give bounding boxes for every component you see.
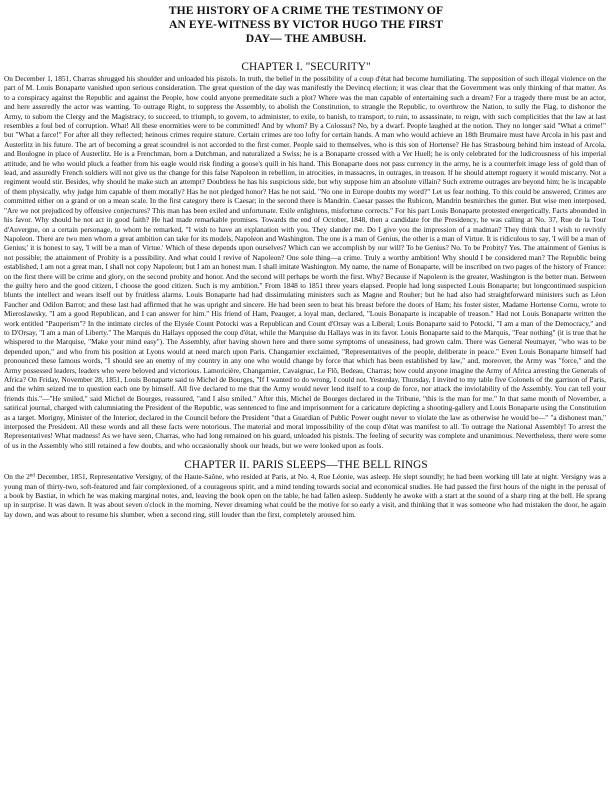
book-title-line: DAY— THE AMBUSH. xyxy=(245,32,367,45)
chapter-2-heading: CHAPTER II. PARIS SLEEPS—THE BELL RINGS xyxy=(184,459,428,472)
date-ordinal-superscript: nd xyxy=(29,473,35,479)
book-title-line: THE HISTORY OF A CRIME THE TESTIMONY OF xyxy=(168,4,444,17)
chapter-2-text-rest: December, 1851, Representative Versigny, of the Haute-Saône, who resided at Paris, at No. 4, Rue Léonie, was asleep. He slept soundly; he had been working till late at night. Versigny was a young man of thirty-two, soft-featured and fair complexioned, of a courageous spirit, and a mind tending towards social and economical studies. He had passed the first hours of the night in the perusal of a book by Bastiat, in which he was making marginal notes, and, leaving the book open on the table, he had fallen asleep. Suddenly he awoke with a start at the sound of a sharp ring at the bell. He sprang up in surprise. It was dawn. It was about seven o'clock in the morning. Never dreaming what could be the motive for so early a visit, and thinking that it was someone who had mistaken the door, he again lay down, and was about to resume his slumber, when a second ring, still louder than the first, completely aroused him. xyxy=(4,472,606,519)
chapter-1-heading: CHAPTER I. "SECURITY" xyxy=(241,61,371,73)
chapter-1-body: On December 1, 1851, Charras shrugged his shoulder and unloaded his pistols. In truth, the belief in the possibility of a coup d'état had become humiliating. The supposition of such illegal violence on the part of M. Louis Bonaparte vanished upon serious consideration. The great question of the day was manifestly the Devincq election; it was clear that the Government was only thinking of that matter. As to a conspiracy against the Republic and against the People, how could anyone premeditate such a plot? Where was the man capable of entertaining such a dream? For a tragedy there must be an actor, and here assuredly the actor was wanting. To outrage Right, to suppress the Assembly, to abolish the Constitution, to strangle the Republic, to overthrow the Nation, to sully the Flag, to dishonor the Army, to suborn the Clergy and the Magistracy, to succeed, to triumph, to govern, to administer, to exile, to banish, to transport, to ruin, to assassinate, to reign, with such complicities that the law at last resembles a foul bed of corruption. What! All these enormities were to be committed! And by whom? By a Colossus? No, by a dwarf. People laughed at the notion. They no longer said "What a crime!" but "What a farce!" For after all they reflected; heinous crimes require stature. Certain crimes are too lofty for certain hands. A man who would achieve an 18th Brumaire must have Arcola in his past and Austerlitz in his future. The art of becoming a great scoundrel is not accorded to the first comer. People said to themselves, who is this son of Hortense? He has Strasbourg behind him instead of Arcola, and Boulogne in place of Austerlitz. He is a Frenchman, born a Dutchman, and naturalized a Swiss; he is a Bonaparte crossed with a Ver Huell; he is only celebrated for the ludicrousness of his imperial attitude, and he who would pluck a feather from his eagle would risk finding a goose's quill in his hand. This Bonaparte does not pass currency in the army, he is a counterfeit image less of gold than of lead, and assuredly French soldiers will not give us the change for this false Napoleon in rebellion, in atrocities, in massacres, in outrages, in treason. If he should attempt roguery it would miscarry. Not a regiment would stir. Besides, why should he make such an attempt? Doubtless he has his suspicious side, but why suppose him an absolute villain? Such extreme outrages are beyond him; he is incapable of them physically, why judge him capable of them morally? Has he not pledged honor? Has he not said, "No one in Europe doubts my word?" Let us fear nothing. To this could be answered, Crimes are committed either on a grand or on a mean scale. In the first category there is Caesar; in the second there is Mandrin. Caesar passes the Rubicon, Mandrin besmirches the gutter. But wise men interposed, "Are we not prejudiced by offensive conjectures? This man has been exiled and unfortunate. Exile enlightens, misfortune corrects." For his part Louis Bonaparte protested energetically. Facts abounded in his favor. Why should he not act in good faith? He had made remarkable promises. Towards the end of October, 1848, then a candidate for the Presidency, he was calling at No. 37, Rue de la Tour d'Auvergne, on a certain personage, to whom he remarked, "I wish to have an explanation with you. They slander me. Do I give you the impression of a madman? They think that I wish to revivify Napoleon. There are two men whom a great ambition can take for its models, Napoleon and Washington. The one is a man of Genius, the other is a man of Virtue. It is ridiculous to say, 'I will be a man of Genius;' it is honest to say, 'I will be a man of Virtue.' Which of these depends upon ourselves? Which can we accomplish by our will? To be Genius? No. To be Probity? Yes. The attainment of Genius is not possible; the attainment of Probity is a possibility. And what could I revive of Napoleon? One sole thing—a crime. Truly a worthy ambition! Why should I be considered man? The Republic being established, I am not a great man, I shall not copy Napoleon; but I am an honest man. I shall imitate Washington. My name, the name of Bonaparte, will be inscribed on two pages of the history of France: on the first there will be crime and glory, on the second probity and honor. And the second will perhaps be worth the first. Why? Because if Napoleon is the greater, Washington is the better man. Between the guilty hero and the good citizen, I choose the good citizen. Such is my ambition." From 1848 to 1851 three years elapsed. People had long suspected Louis Bonaparte; but longcontinued suspicion blunts the intellect and wears itself out by fruitless alarms. Louis Bonaparte had had dissimulating ministers such as Magne and Rouher; but he had also had straightforward ministers such as Léon Faucher and Odilon Barrot; and these last had affirmed that he was upright and sincere. He had been seen to beat his breast before the doors of Ham; his foster sister, Madame Hortense Cornu, wrote to Mieroslawsky, "I am a good Republican, and I can answer for him." His friend of Ham, Peauger, a loyal man, declared, "Louis Bonaparte is incapable of treason." Had not Louis Bonaparte written the work entitled "Pauperism"? In the intimate circles of the Elysée Count Potocki was a Republican and Count d'Orsay was a Liberal; Louis Bonaparte said to Potocki, "I am a man of the Democracy," and to D'Orsay, "I am a man of Liberty." The Marquis du Hallays opposed the coup d'état, while the Marquise du Hallays was in its favor. Louis Bonaparte said to the Marquis, "Fear nothing" (it is true that he whispered to the Marquise, "Make your mind easy"). The Assembly, after having shown here and there some symptoms of uneasiness, had grown calm. There was General Neumayer, "who was to be depended upon," and who from his position at Lyons would at need march upon Paris. Changarnier exclaimed, "Representatives of the people, deliberate in peace." Even Louis Bonaparte himself had pronounced these famous words, "I should see an enemy of my country in any one who would change by force that which has been established by law," and, moreover, the Army was "force," and the Army possessed leaders, leaders who were beloved and victorious. Lamoricière, Changarnier, Cavaignac, Le Flô, Bedeau, Charras; how could anyone imagine the Army of Africa arresting the Generals of Africa? On Friday, November 28, 1851, Louis Bonaparte said to Michel de Bourges, "If I wanted to do wrong, I could not. Yesterday, Thursday, I invited to my table five Colonels of the garrison of Paris, and the whim seized me to question each one by himself. All five declared to me that the Army would never lend itself to a coup de force, nor attack the inviolability of the Assembly. You can tell your friends this."—"He smiled," said Michel de Bourges, reassured, "and I also smiled." After this, Michel de Bourges declared in the Tribune, "this is the man for me." In that same month of November, a satirical journal, charged with calumniating the President of the Republic, was sentenced to fine and imprisonment for a caricature depicting a shooting-gallery and Louis Bonaparte using the Constitution as a target. Morigny, Minister of the Interior, declared in the Council before the President "that a Guardian of Public Power ought never to violate the law as otherwise he would be—" "a dishonest man," interposed the President. All these words and all these facts were notorious. The material and moral impossibility of the coup d'état was manifest to all. To outrage the National Assembly! To arrest the Representatives! What madness! As we have seen, Charras, who had long remained on his guard, unloaded his pistols. The feeling of security was complete and unanimous. Nevertheless, there were some of us in the Assembly who still retained a few doubts, and who occasionally shook our heads, but we were looked upon as fools. xyxy=(4,74,606,450)
book-title xyxy=(0,0,612,46)
chapter-2-body xyxy=(4,472,606,519)
book-title-line: AN EYE-WITNESS BY VICTOR HUGO THE FIRST xyxy=(168,18,444,31)
chapter-2-text-start: On the 2 xyxy=(4,472,30,482)
